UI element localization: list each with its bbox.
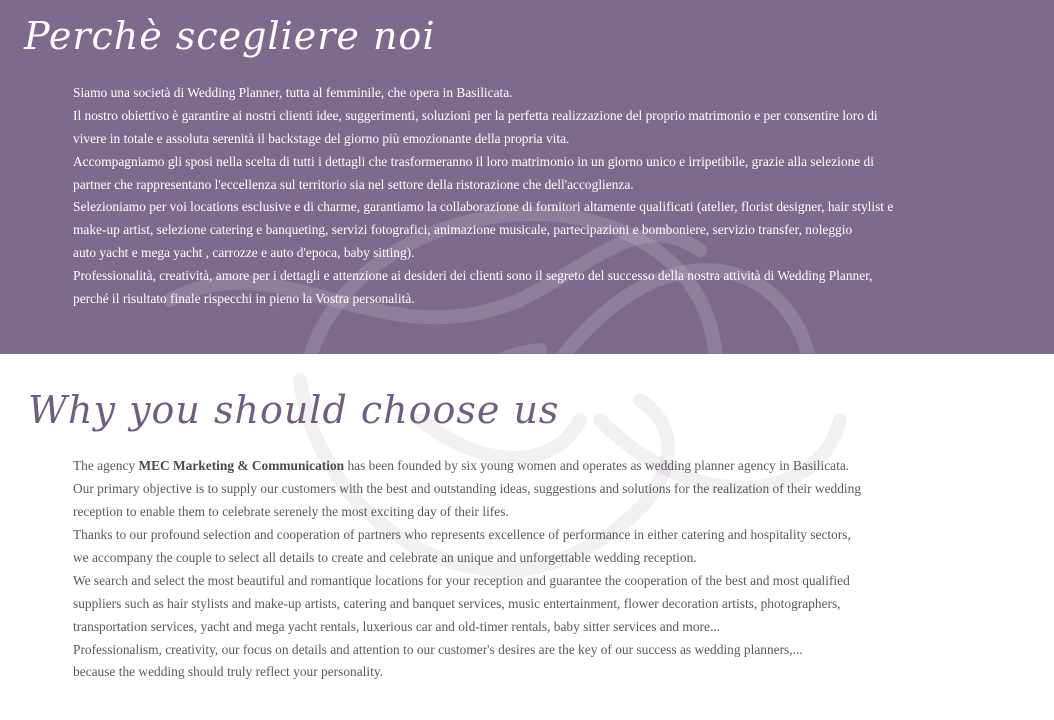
text-line: Selezioniamo per voi locations esclusive e di charme, garantiamo la collaborazione di fornitori altamente qualificati (atelier, florist designer, hair stylist e (73, 199, 894, 215)
text-line: partner che rappresentano l'eccellenza sul territorio sia nel settore della ristorazione che dell'accoglienza. (73, 176, 634, 192)
paragraph-italian (73, 82, 1043, 311)
intro-suffix: has been founded by six young women and operates as wedding planner agency in Basilicata. (344, 458, 850, 473)
text-line: transportation services, yacht and mega yacht rentals, luxerious car and old-timer rentals, baby sitter services and more... (73, 618, 720, 634)
text-line: make-up artist, selezione catering e banqueting, servizi fotografici, animazione musicale, partecipazioni e bomboniere, servizio transfer, noleggio (73, 222, 853, 238)
text-line: auto yacht e mega yacht , carrozze e auto d'epoca, baby sitting). (73, 245, 415, 261)
text-line: reception to enable them to celebrate serenely the most exciting day of their lifes. (73, 503, 509, 519)
text-line: Our primary objective is to supply our customers with the best and outstanding ideas, suggestions and solutions for the realization of their wedding (73, 480, 862, 496)
paragraph-english (73, 455, 1033, 684)
text-line: Professionalism, creativity, our focus on details and attention to our customer's desires are the key of our success as wedding planners,... (73, 641, 803, 657)
text-line: Professionalità, creatività, amore per i dettagli e attenzione ai desideri dei clienti sono il segreto del successo della nostra attività di Wedding Planner, (73, 268, 873, 284)
text-line: perché il risultato finale rispecchi in pieno la Vostra personalità. (73, 291, 415, 307)
page-title-english: Why you should choose us (28, 388, 560, 432)
text-line: Thanks to our profound selection and cooperation of partners who represents excellence of performance in either catering and hospitality sectors, (73, 526, 851, 542)
text-line: Siamo una società di Wedding Planner, tutta al femminile, che opera in Basilicata. (73, 85, 513, 100)
text-line: vivere in totale e assoluta serenità il backstage del giorno più emozionante della propria vita. (73, 130, 570, 146)
text-line: because the wedding should truly reflect your personality. (73, 664, 383, 680)
brand-name: MEC Marketing & Communication (138, 458, 345, 473)
page-title-italian: Perchè scegliere noi (24, 14, 436, 58)
intro-prefix: The agency (73, 458, 139, 473)
text-line-intro (73, 455, 1033, 478)
text-line: suppliers such as hair stylists and make-up artists, catering and banquet services, music entertainment, flower decoration artists, photographers, (73, 595, 841, 611)
text-line: we accompany the couple to select all details to create and celebrate an unique and unforgettable wedding reception. (73, 549, 697, 565)
text-line: Accompagniamo gli sposi nella scelta di tutti i dettagli che trasformeranno il loro matrimonio in un giorno unico e irripetibile, grazie alla selezione di (73, 153, 874, 169)
text-line: We search and select the most beautiful and romantique locations for your reception and guarantee the cooperation of the best and most qualified (73, 572, 850, 588)
text-line: Il nostro obiettivo è garantire ai nostri clienti idee, suggerimenti, soluzioni per la perfetta realizzazione del proprio matrimonio e per consentire loro di (73, 107, 878, 123)
